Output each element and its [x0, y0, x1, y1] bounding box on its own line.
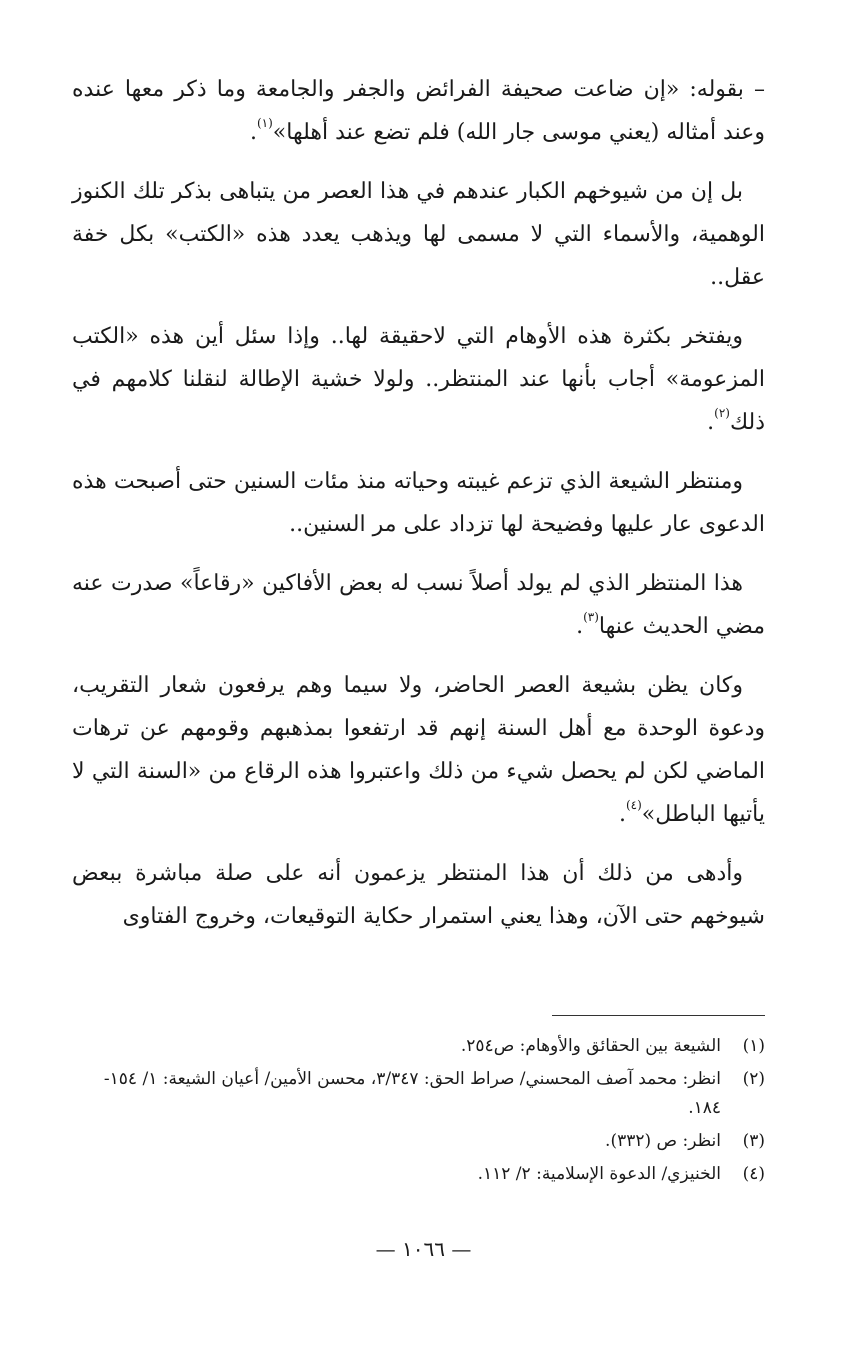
paragraph-5-end: . — [576, 614, 584, 639]
page-number: — ١٠٦٦ — — [375, 1237, 472, 1261]
footnote-text: الشيعة بين الحقائق والأوهام: ص٢٥٤. — [460, 1036, 721, 1056]
main-text — [72, 68, 765, 954]
paragraph-6-end: . — [618, 802, 626, 827]
footnote-number: (١) — [742, 1036, 765, 1056]
footnote-text: الخنيزي/ الدعوة الإسلامية: ٢/ ١١٢. — [477, 1164, 721, 1184]
footnote-item — [72, 1160, 765, 1189]
footnote-number: (٣) — [742, 1131, 765, 1151]
footnote-item — [72, 1065, 765, 1123]
paragraph-5-text: هذا المنتظر الذي لم يولد أصلاً نسب له بعض الأفاكين «رقاعاً» صدرت عنه مضي الحديث عنها — [72, 571, 765, 639]
paragraph-1-end: . — [249, 120, 257, 145]
footnote-text: انظر: محمد آصف المحسني/ صراط الحق: ٣/٣٤٧، محسن الأمين/ أعيان الشيعة: ١/ ١٥٤- ١٨٤. — [103, 1069, 721, 1118]
paragraph-1-text: – بقوله: «إن ضاعت صحيفة الفرائض والجفر والجامعة وما ذكر معها عنده وعند أمثاله (يعني موسى جار الله) فلم تضع عند أهلها» — [72, 77, 765, 145]
footnote-separator — [552, 1015, 765, 1016]
paragraph-5 — [72, 562, 765, 648]
footnote-item — [72, 1032, 765, 1061]
footnote-item — [72, 1127, 765, 1156]
paragraph-7: وأدهى من ذلك أن هذا المنتظر يزعمون أنه على صلة مباشرة ببعض شيوخهم حتى الآن، وهذا يعني استمرار حكاية التوقيعات، وخروج الفتاوى — [72, 861, 765, 929]
footnote-number: (٢) — [742, 1069, 765, 1089]
paragraph-3-end: . — [707, 410, 715, 435]
paragraph-2: بل إن من شيوخهم الكبار عندهم في هذا العصر من يتباهى بذكر تلك الكنوز الوهمية، والأسماء التي لا مسمى لها ويذهب يعدد هذه «الكتب» بكل خفة عقل.. — [72, 179, 765, 290]
footnote-text: انظر: ص (٣٣٢). — [605, 1131, 721, 1151]
paragraph-1 — [72, 68, 765, 154]
paragraph-6 — [72, 664, 765, 836]
footnote-ref-2: (٢) — [714, 406, 730, 420]
footnote-number: (٤) — [742, 1164, 765, 1184]
paragraph-3 — [72, 315, 765, 444]
footnote-ref-3: (٣) — [583, 610, 599, 624]
paragraph-4: ومنتظر الشيعة الذي تزعم غيبته وحياته منذ مئات السنين حتى أصبحت هذه الدعوى عار عليها وفضيحة لها تزداد على مر السنين.. — [72, 469, 765, 537]
paragraph-3-text: ويفتخر بكثرة هذه الأوهام التي لاحقيقة لها.. وإذا سئل أين هذه «الكتب المزعومة» أجاب بأنها عند المنتظر.. ولولا خشية الإطالة لنقلنا كلامهم في ذلك — [72, 324, 765, 435]
paragraph-6-text: وكان يظن بشيعة العصر الحاضر، ولا سيما وهم يرفعون شعار التقريب، ودعوة الوحدة مع أهل السنة إنهم قد ارتفعوا بمذهبهم وقومهم عن ترهات الماضي لكن لم يحصل شيء من ذلك واعتبروا هذه الرقاع من «السنة التي لا يأتيها الباطل» — [72, 673, 765, 827]
footnotes — [72, 1032, 765, 1193]
footnote-ref-4: (٤) — [625, 798, 642, 812]
footnote-ref-1: (١) — [256, 116, 273, 130]
